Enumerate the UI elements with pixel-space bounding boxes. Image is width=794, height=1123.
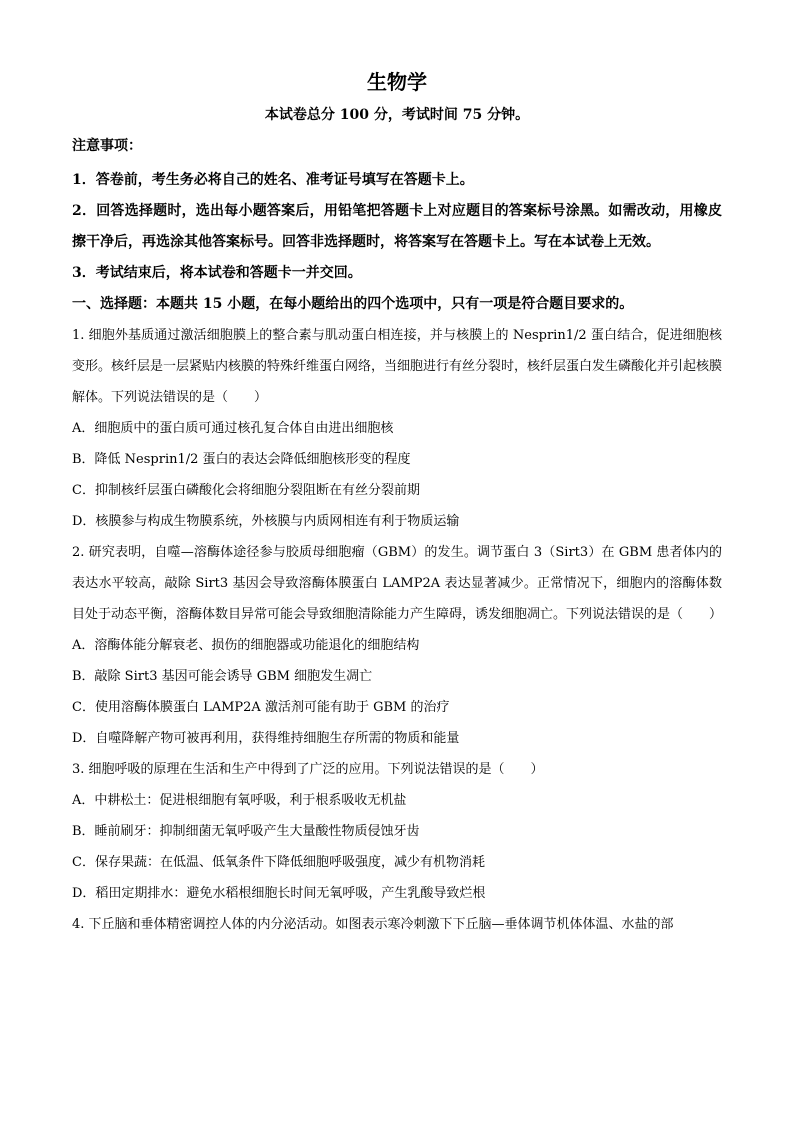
option-c: C．使用溶酶体膜蛋白 LAMP2A 激活剂可能有助于 GBM 的治疗 bbox=[72, 700, 450, 715]
notice-item-2: 2．回答选择题时，选出每小题答案后，用铅笔把答题卡上对应题目的答案标号涂黑。如需改动，用橡皮擦干净后，再选涂其他答案标号。回答非选择题时，将答案写在答题卡上。写在本试卷上无效。 bbox=[72, 203, 722, 250]
option-a: A．溶酶体能分解衰老、损伤的细胞器或功能退化的细胞结构 bbox=[72, 638, 420, 653]
option-d: D．稻田定期排水：避免水稻根细胞长时间无氧呼吸，产生乳酸导致烂根 bbox=[72, 886, 486, 901]
section-heading: 一、选择题：本题共 15 小题，在每小题给出的四个选项中，只有一项是符合题目要求的。 bbox=[72, 296, 634, 312]
page-title: 生物学 bbox=[367, 70, 427, 94]
question-stem: 4. 下丘脑和垂体精密调控人体的内分泌活动。如图表示寒冷刺激下下丘脑—垂体调节机体体温、水盐的部 bbox=[72, 917, 674, 932]
notice-item-1: 1．答卷前，考生务必将自己的姓名、准考证号填写在答题卡上。 bbox=[72, 172, 474, 188]
option-b: B．敲除 Sirt3 基因可能会诱导 GBM 细胞发生凋亡 bbox=[72, 669, 373, 684]
notice-item-3: 3．考试结束后，将本试卷和答题卡一并交回。 bbox=[72, 265, 362, 281]
question-stem: 1. 细胞外基质通过激活细胞膜上的整合素与肌动蛋白相连接，并与核膜上的 Nesprin1/2 蛋白结合，促进细胞核变形。核纤层是一层紧贴内核膜的特殊纤维蛋白网络，当细胞进行有丝分裂时，核纤层蛋白发生磷酸化并引起核膜解体。下列说法错误的是（ ） bbox=[72, 328, 723, 405]
option-a: A．中耕松土：促进根细胞有氧呼吸，利于根系吸收无机盐 bbox=[72, 793, 407, 808]
question-2 bbox=[72, 537, 722, 754]
option-d: D．核膜参与构成生物膜系统，外核膜与内质网相连有利于物质运输 bbox=[72, 514, 460, 529]
option-d: D．自噬降解产物可被再利用，获得维持细胞生存所需的物质和能量 bbox=[72, 731, 460, 746]
option-b: B．睡前刷牙：抑制细菌无氧呼吸产生大量酸性物质侵蚀牙齿 bbox=[72, 824, 420, 839]
question-stem: 3. 细胞呼吸的原理在生活和生产中得到了广泛的应用。下列说法错误的是（ ） bbox=[72, 762, 544, 777]
question-stem: 2. 研究表明，自噬—溶酶体途径参与胶质母细胞瘤（GBM）的发生。调节蛋白 3（Sirt3）在 GBM 患者体内的表达水平较高，敲除 Sirt3 基因会导致溶酶体膜蛋白 LAMP2A 表达显著减少。正常情况下，细胞内的溶酶体数目处于动态平衡，溶酶体数目异常可能会导致细胞清除能力产生障碍，诱发细胞凋亡。下列说法错误的是（ ） bbox=[72, 545, 723, 622]
question-1 bbox=[72, 320, 722, 537]
option-b: B．降低 Nesprin1/2 蛋白的表达会降低细胞核形变的程度 bbox=[72, 452, 411, 467]
question-4 bbox=[72, 909, 722, 940]
question-3 bbox=[72, 754, 722, 909]
option-a: A．细胞质中的蛋白质可通过核孔复合体自由进出细胞核 bbox=[72, 421, 394, 436]
option-c: C．抑制核纤层蛋白磷酸化会将细胞分裂阻断在有丝分裂前期 bbox=[72, 483, 420, 498]
exam-info: 本试卷总分 100 分，考试时间 75 分钟。 bbox=[264, 107, 530, 123]
notice-heading: 注意事项： bbox=[72, 138, 142, 154]
option-c: C．保存果蔬：在低温、低氧条件下降低细胞呼吸强度，减少有机物消耗 bbox=[72, 855, 485, 870]
